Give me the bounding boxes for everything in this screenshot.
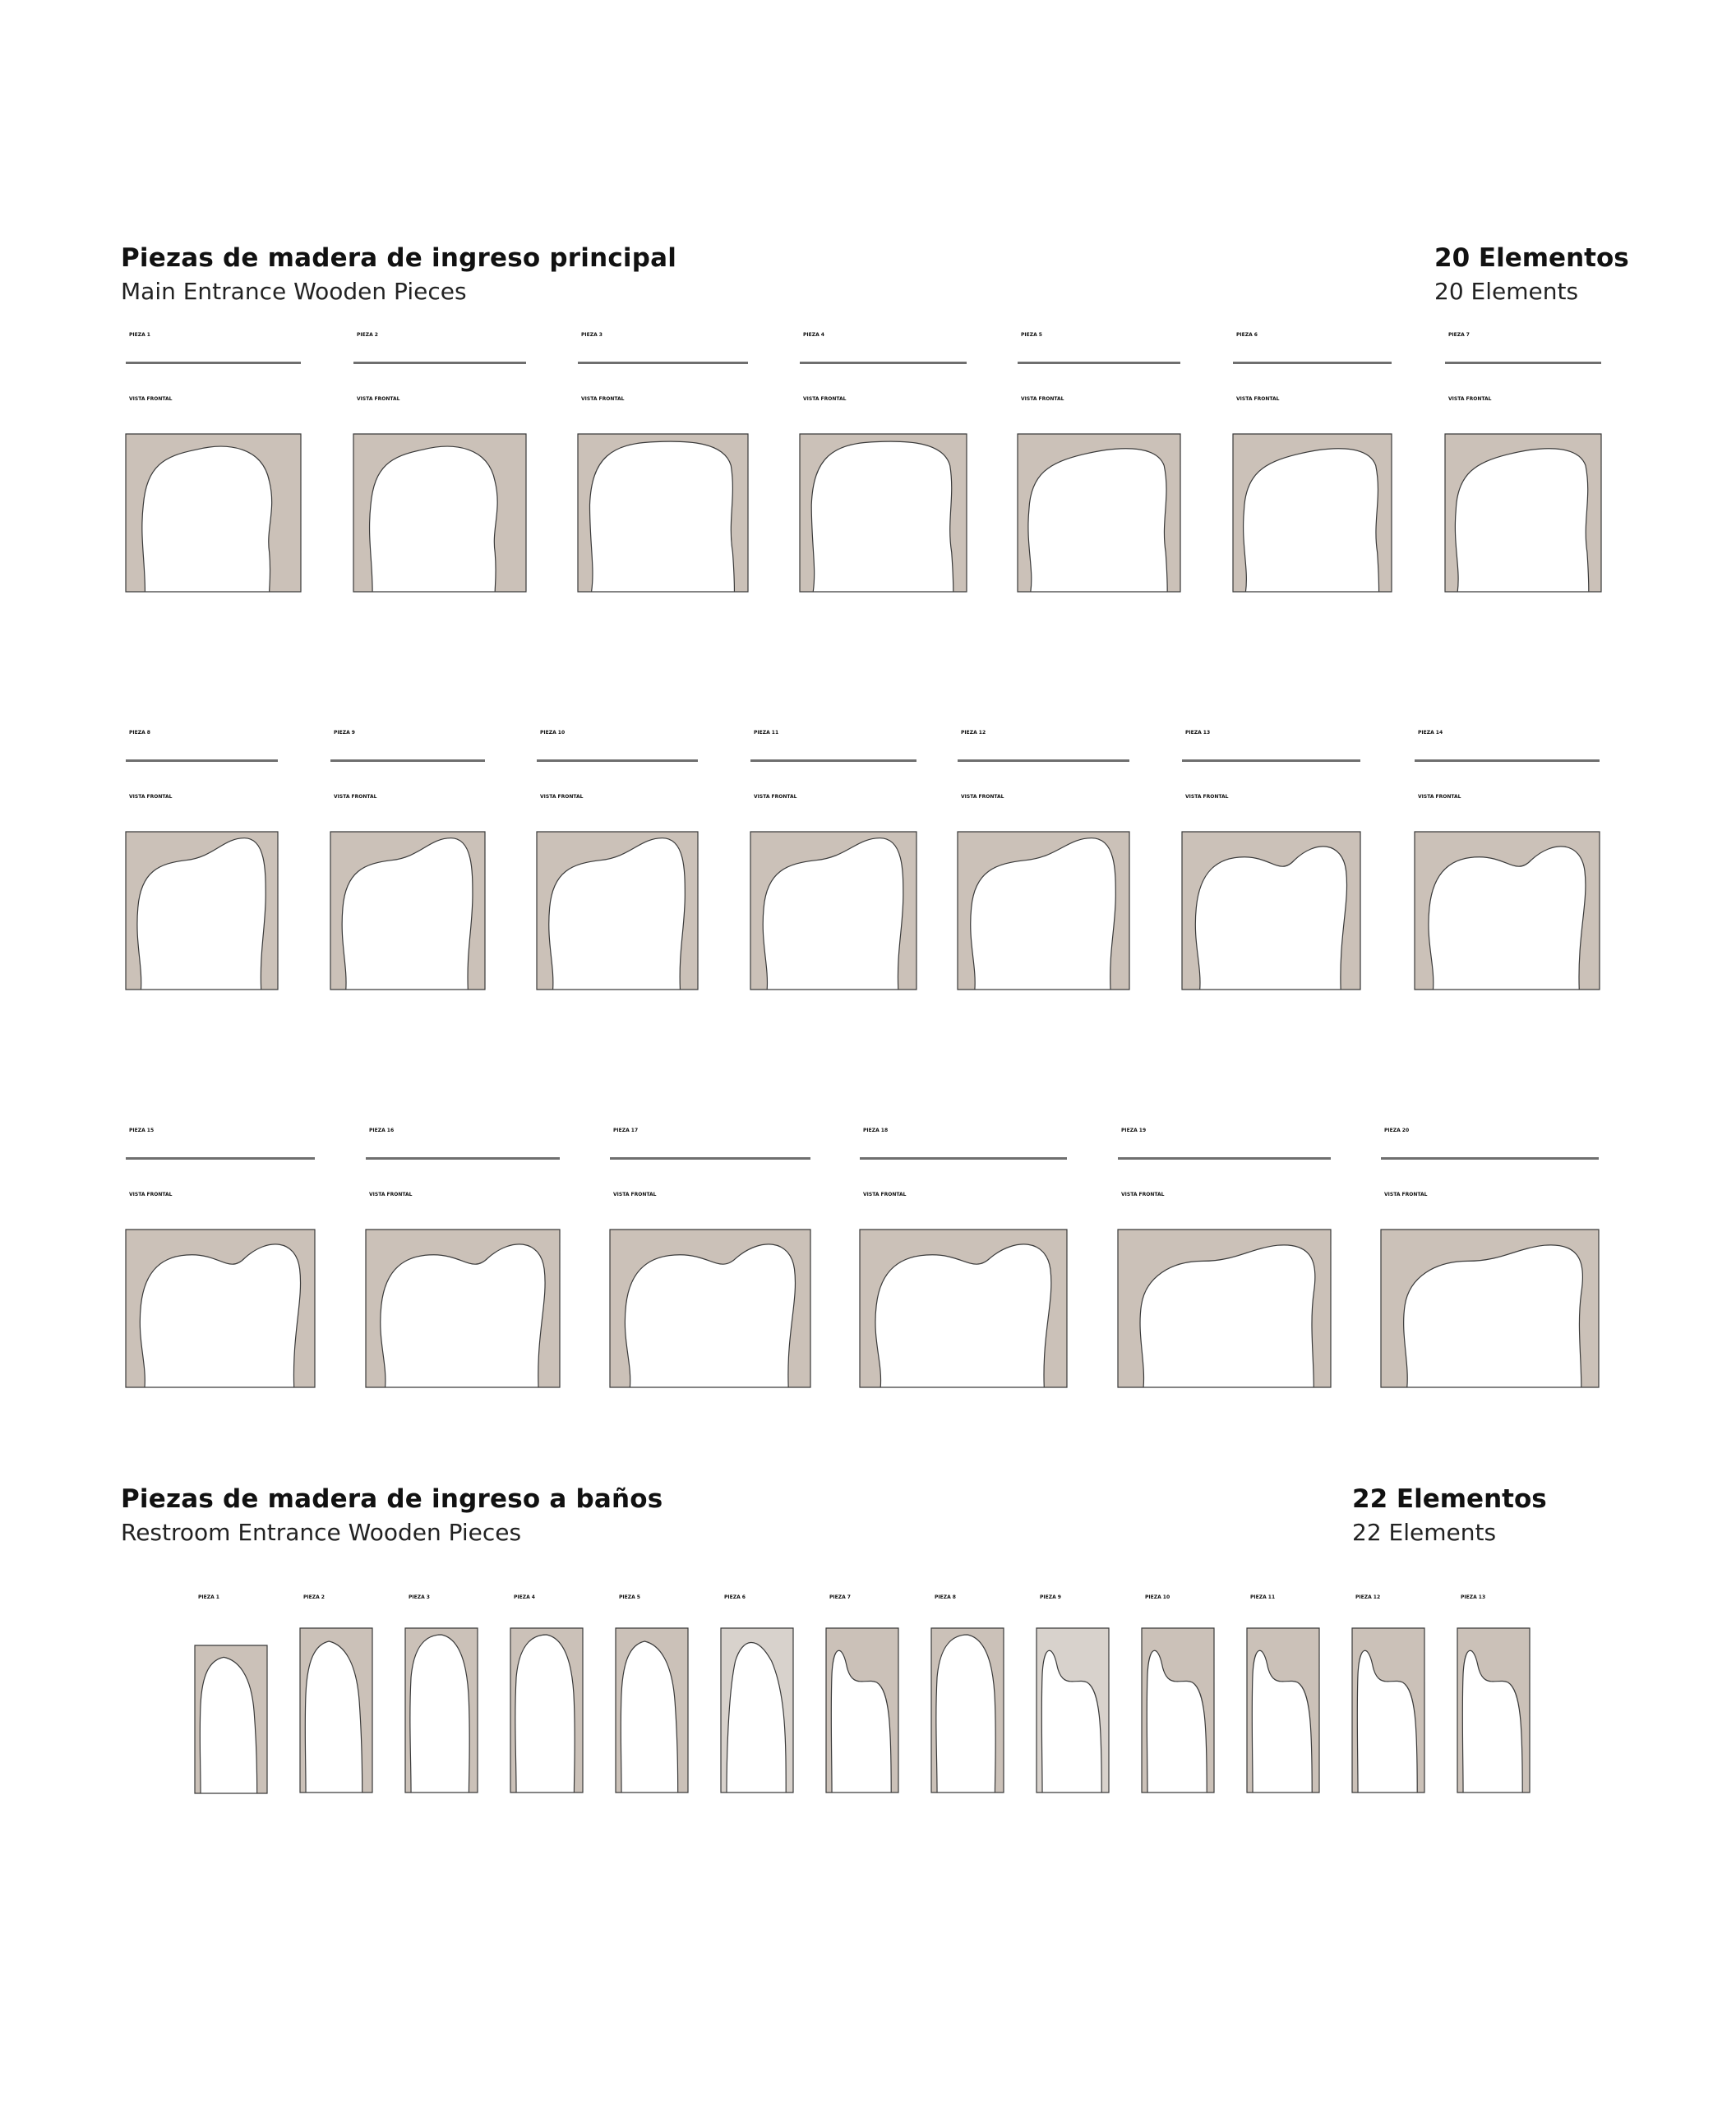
wood-piece-shape (1415, 832, 1600, 990)
wood-piece-outline (1018, 434, 1180, 592)
view-label: VISTA FRONTAL (961, 794, 1004, 800)
main-section-count: 20 Elementos (1434, 243, 1629, 273)
wood-piece-shape (860, 1230, 1067, 1387)
wood-piece-shape (610, 1230, 810, 1387)
wood-piece-shape (931, 1628, 1004, 1793)
wood-piece-outline (616, 1628, 688, 1793)
wood-piece-outline (510, 1628, 583, 1793)
piece-rule (366, 1157, 560, 1160)
wood-piece-shape (537, 832, 698, 990)
wood-piece-outline (721, 1628, 793, 1793)
piece-rule (126, 362, 301, 364)
wood-piece-shape (616, 1628, 688, 1793)
piece-label: PIEZA 5 (1021, 332, 1042, 338)
view-label: VISTA FRONTAL (1384, 1192, 1428, 1197)
piece-rule (1118, 1157, 1331, 1160)
wood-piece-shape (126, 832, 278, 990)
wood-piece-outline (800, 434, 967, 592)
wood-piece-shape (1142, 1628, 1214, 1793)
wood-piece-shape (126, 434, 301, 592)
wood-piece-outline (537, 832, 698, 990)
main-section-title: Piezas de madera de ingreso principal (121, 243, 677, 273)
wood-piece-outline (931, 1628, 1004, 1793)
wood-piece-outline (750, 832, 916, 990)
piece-rule (1445, 362, 1601, 364)
wood-piece-shape (300, 1628, 372, 1793)
wood-piece-shape (1247, 1628, 1319, 1793)
piece-rule (1233, 362, 1392, 364)
piece-label: PIEZA 8 (129, 730, 150, 736)
wood-piece-outline (126, 1230, 315, 1387)
piece-label: PIEZA 6 (1236, 332, 1258, 338)
wood-piece-shape (330, 832, 485, 990)
piece-label: PIEZA 9 (334, 730, 355, 736)
view-label: VISTA FRONTAL (1418, 794, 1461, 800)
wood-piece-shape (1037, 1628, 1109, 1793)
piece-rule (1018, 362, 1180, 364)
piece-label: PIEZA 4 (514, 1594, 535, 1600)
wood-piece-outline (1142, 1628, 1214, 1793)
wood-piece-outline (1352, 1628, 1424, 1793)
piece-label: PIEZA 18 (863, 1128, 889, 1133)
piece-rule (750, 759, 916, 762)
piece-rule (1381, 1157, 1599, 1160)
piece-label: PIEZA 9 (1040, 1594, 1061, 1600)
view-label: VISTA FRONTAL (369, 1192, 413, 1197)
wood-piece-shape (1233, 434, 1392, 592)
wood-piece-shape (353, 434, 526, 592)
wood-piece-outline (610, 1230, 810, 1387)
wood-piece-shape (366, 1230, 560, 1387)
view-label: VISTA FRONTAL (581, 396, 625, 402)
wood-piece-outline (1118, 1230, 1331, 1387)
piece-rule (958, 759, 1129, 762)
wood-piece-shape (510, 1628, 583, 1793)
wood-piece-shape (721, 1628, 793, 1793)
piece-label: PIEZA 8 (935, 1594, 956, 1600)
wood-piece-shape (1445, 434, 1601, 592)
wood-piece-outline (1233, 434, 1392, 592)
wood-piece-outline (353, 434, 526, 592)
piece-label: PIEZA 13 (1461, 1594, 1486, 1600)
wood-piece-outline (578, 434, 748, 592)
piece-label: PIEZA 14 (1418, 730, 1443, 736)
piece-label: PIEZA 10 (1145, 1594, 1170, 1600)
piece-label: PIEZA 11 (1250, 1594, 1276, 1600)
piece-rule (610, 1157, 810, 1160)
piece-rule (800, 362, 967, 364)
piece-rule (1415, 759, 1600, 762)
wood-piece-shape (1118, 1230, 1331, 1387)
piece-label: PIEZA 4 (803, 332, 824, 338)
wood-piece-shape (826, 1628, 898, 1793)
wood-piece-shape (126, 1230, 315, 1387)
restroom-section-count-en: 22 Elements (1352, 1519, 1497, 1546)
piece-label: PIEZA 19 (1121, 1128, 1147, 1133)
wood-piece-outline (366, 1230, 560, 1387)
wood-piece-shape (1352, 1628, 1424, 1793)
wood-piece-shape (958, 832, 1129, 990)
piece-rule (537, 759, 698, 762)
view-label: VISTA FRONTAL (129, 1192, 173, 1197)
view-label: VISTA FRONTAL (863, 1192, 907, 1197)
wood-piece-outline (195, 1645, 267, 1793)
wood-piece-outline (405, 1628, 478, 1793)
piece-label: PIEZA 20 (1384, 1128, 1410, 1133)
wood-piece-outline (126, 832, 278, 990)
view-label: VISTA FRONTAL (754, 794, 797, 800)
piece-rule (330, 759, 485, 762)
view-label: VISTA FRONTAL (540, 794, 584, 800)
piece-label: PIEZA 13 (1185, 730, 1211, 736)
wood-piece-outline (126, 434, 301, 592)
wood-piece-outline (1457, 1628, 1530, 1793)
restroom-section-count: 22 Elementos (1352, 1484, 1547, 1514)
piece-rule (578, 362, 748, 364)
wood-piece-outline (1037, 1628, 1109, 1793)
piece-label: PIEZA 12 (1355, 1594, 1381, 1600)
wood-piece-outline (1182, 832, 1360, 990)
wood-piece-shape (750, 832, 916, 990)
wood-piece-outline (1415, 832, 1600, 990)
main-section-count-en: 20 Elements (1434, 278, 1579, 305)
piece-label: PIEZA 2 (357, 332, 378, 338)
wood-piece-shape (578, 434, 748, 592)
piece-label: PIEZA 15 (129, 1128, 155, 1133)
piece-label: PIEZA 1 (198, 1594, 219, 1600)
wood-piece-shape (800, 434, 967, 592)
wood-piece-shape (1381, 1230, 1599, 1387)
wood-piece-outline (826, 1628, 898, 1793)
wood-piece-outline (1247, 1628, 1319, 1793)
piece-label: PIEZA 11 (754, 730, 779, 736)
piece-rule (126, 759, 278, 762)
piece-label: PIEZA 6 (724, 1594, 746, 1600)
piece-label: PIEZA 3 (581, 332, 603, 338)
view-label: VISTA FRONTAL (613, 1192, 657, 1197)
wood-piece-shape (1018, 434, 1180, 592)
view-label: VISTA FRONTAL (1448, 396, 1492, 402)
view-label: VISTA FRONTAL (129, 794, 173, 800)
piece-label: PIEZA 16 (369, 1128, 395, 1133)
piece-label: PIEZA 1 (129, 332, 150, 338)
wood-piece-outline (300, 1628, 372, 1793)
piece-label: PIEZA 10 (540, 730, 566, 736)
wood-piece-outline (330, 832, 485, 990)
view-label: VISTA FRONTAL (1021, 396, 1064, 402)
wood-piece-outline (1381, 1230, 1599, 1387)
wood-piece-shape (1457, 1628, 1530, 1793)
wood-piece-shape (195, 1645, 267, 1793)
piece-rule (860, 1157, 1067, 1160)
restroom-section-subtitle: Restroom Entrance Wooden Pieces (121, 1519, 522, 1546)
piece-rule (126, 1157, 315, 1160)
piece-label: PIEZA 5 (619, 1594, 640, 1600)
piece-label: PIEZA 3 (409, 1594, 430, 1600)
view-label: VISTA FRONTAL (1236, 396, 1280, 402)
piece-rule (1182, 759, 1360, 762)
wood-piece-shape (405, 1628, 478, 1793)
piece-rule (353, 362, 526, 364)
piece-label: PIEZA 17 (613, 1128, 639, 1133)
piece-label: PIEZA 7 (1448, 332, 1470, 338)
wood-piece-outline (1445, 434, 1601, 592)
view-label: VISTA FRONTAL (803, 396, 847, 402)
view-label: VISTA FRONTAL (129, 396, 173, 402)
view-label: VISTA FRONTAL (1121, 1192, 1165, 1197)
view-label: VISTA FRONTAL (1185, 794, 1229, 800)
view-label: VISTA FRONTAL (334, 794, 377, 800)
wood-piece-outline (860, 1230, 1067, 1387)
piece-label: PIEZA 7 (829, 1594, 851, 1600)
piece-label: PIEZA 2 (303, 1594, 325, 1600)
wood-piece-shape (1182, 832, 1360, 990)
piece-label: PIEZA 12 (961, 730, 986, 736)
main-section-subtitle: Main Entrance Wooden Pieces (121, 278, 467, 305)
view-label: VISTA FRONTAL (357, 396, 400, 402)
restroom-section-title: Piezas de madera de ingreso a baños (121, 1484, 663, 1514)
wood-piece-outline (958, 832, 1129, 990)
